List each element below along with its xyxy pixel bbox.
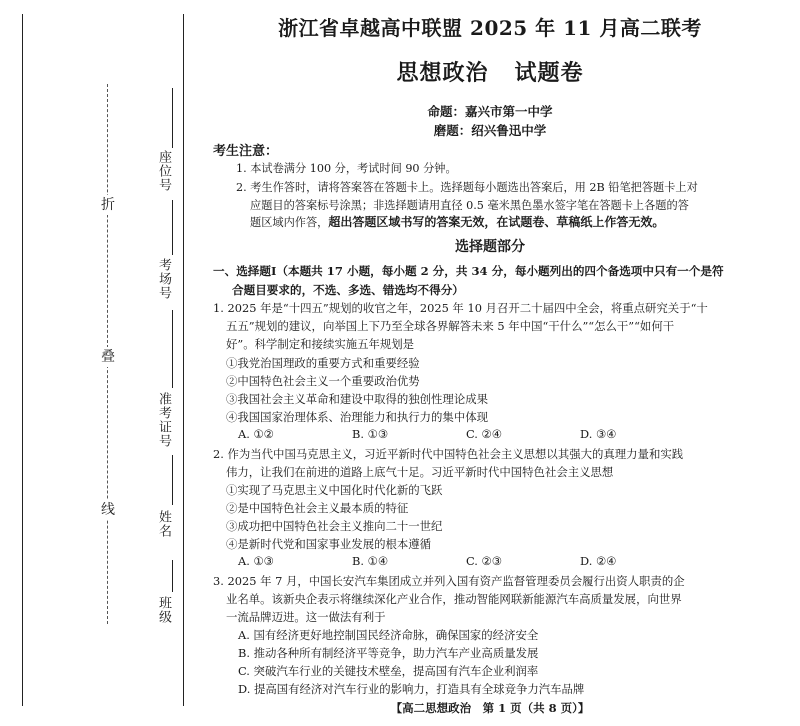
q2-statement-1: ①实现了马克思主义中国化时代化新的飞跃 [226, 483, 443, 497]
q3-option-a: A. 国有经济更好地控制国民经济命脉，确保国家的经济安全 [238, 628, 539, 642]
q1-statement-4: ④我国国家治理体系、治理能力和执行力的集中体现 [226, 410, 488, 424]
exam-room-field [150, 258, 176, 300]
seat-number-line [172, 88, 173, 148]
q2-choice-d: D. ②④ [580, 554, 617, 568]
author-credit: 命题：嘉兴市第一中学 [427, 104, 553, 119]
section-heading: 选择题部分 [455, 239, 525, 255]
q1-statement-3: ③我国社会主义革命和建设中取得的独创性理论成果 [226, 392, 488, 406]
fold-char-3: 线 [98, 500, 118, 520]
q1-stem-line-3: 好”。科学制定和接续实施五年规划是 [226, 337, 415, 351]
q2-choice-b: B. ①④ [352, 554, 389, 568]
q2-statement-4: ④是新时代党和国家事业发展的根本遵循 [226, 537, 432, 551]
reviewer-credit: 磨题：绍兴鲁迅中学 [433, 123, 547, 138]
q2-stem-line-1: 2. 作为当代中国马克思主义，习近平新时代中国特色社会主义思想以其强大的真理力量和实践 [213, 447, 684, 461]
notes-heading: 考生注意： [213, 144, 279, 159]
paper-type: 试题卷 [514, 60, 584, 86]
seat-number-field [150, 150, 176, 192]
note-item-2-line-3 [250, 213, 664, 230]
q3-option-b: B. 推动各种所有制经济平等竞争，助力汽车产业高质量发展 [238, 646, 539, 660]
q2-choice-c: C. ②③ [466, 554, 502, 568]
note-item-2-line-2: 应题目的答案标号涂黑；非选择题请用直径 0.5 毫米黑色墨水签字笔在答题卡上各题的答 [250, 199, 689, 212]
q1-stem-line-1: 1. 2025 年是“十四五”规划的收官之年，2025 年 10 月召开二十届四中全会，将重点研究关于“十 [213, 301, 708, 315]
fold-char-2: 叠 [98, 347, 118, 367]
q1-choice-d: D. ③④ [580, 427, 617, 441]
note-item-2-line-1: 2. 考生作答时，请将答案答在答题卡上。选择题每小题选出答案后，用 2B 铅笔把答题卡上对 [236, 181, 698, 194]
subject-name: 思想政治 [396, 60, 489, 86]
name-line [172, 455, 173, 505]
q1-choice-c: C. ②④ [466, 427, 502, 441]
note-text: 题区域内作答， [250, 216, 329, 229]
admission-number-label: 准考证号 [156, 392, 171, 448]
q1-statement-2: ②中国特色社会主义一个重要政治优势 [226, 374, 420, 388]
class-label: 班级 [156, 596, 171, 624]
q2-stem-line-2: 伟力，让我们在前进的道路上底气十足。习近平新时代中国特色社会主义思想 [226, 465, 614, 479]
q1-statement-1: ①我党治国理政的重要方式和重要经验 [226, 356, 420, 370]
note-item-1: 1. 本试卷满分 100 分，考试时间 90 分钟。 [236, 162, 457, 175]
page-footer: 【高二思想政治 第 1 页（共 8 页）】 [390, 701, 590, 715]
q2-choice-a: A. ①③ [238, 554, 274, 568]
exam-title: 浙江省卓越高中联盟 2025 年 11 月高二联考 [278, 16, 702, 40]
q3-stem-line-3: 一流品牌迈进。这一做法有利于 [226, 610, 386, 624]
q1-choice-b: B. ①③ [352, 427, 389, 441]
fold-char-1: 折 [98, 195, 118, 215]
admission-number-field [150, 392, 176, 448]
q3-stem-line-1: 3. 2025 年 7 月，中国长安汽车集团成立并列入国有资产监督管理委员会履行出资人职责的企 [213, 574, 685, 588]
class-field [150, 596, 176, 624]
admission-number-line [172, 310, 173, 388]
q2-statement-3: ③成功把中国特色社会主义推向二十一世纪 [226, 519, 443, 533]
part-instruction-line-1: 一、选择题Ⅰ（本题共 17 小题，每小题 2 分，共 34 分，每小题列出的四个备选项中只有一个是符 [213, 264, 724, 278]
q3-option-c: C. 突破汽车行业的关键技术壁垒，提高国有汽车企业利润率 [238, 664, 539, 678]
q1-stem-line-2: 五五”规划的建议，向举国上下乃至全球各界解答未来 5 年中国“干什么”“怎么干”“如何干 [226, 319, 675, 333]
note-emphasis: 超出答题区域书写的答案无效，在试题卷、草稿纸上作答无效。 [328, 215, 665, 229]
name-field [150, 510, 176, 538]
name-label: 姓名 [156, 510, 171, 538]
q3-stem-line-2: 业名单。该新央企表示将继续深化产业合作，推动智能网联新能源汽车高质量发展，向世界 [226, 592, 682, 606]
q2-statement-2: ②是中国特色社会主义最本质的特征 [226, 501, 409, 515]
q3-option-d: D. 提高国有经济对汽车行业的影响力，打造具有全球竞争力汽车品牌 [238, 682, 585, 696]
exam-room-line [172, 200, 173, 255]
exam-subtitle [200, 56, 780, 87]
q1-choice-a: A. ①② [238, 427, 274, 441]
part-instruction-line-2: 合题目要求的，不选、多选、错选均不得分） [232, 283, 464, 297]
seat-number-label: 座位号 [156, 150, 171, 192]
exam-room-label: 考场号 [156, 258, 171, 300]
class-line [172, 560, 173, 592]
